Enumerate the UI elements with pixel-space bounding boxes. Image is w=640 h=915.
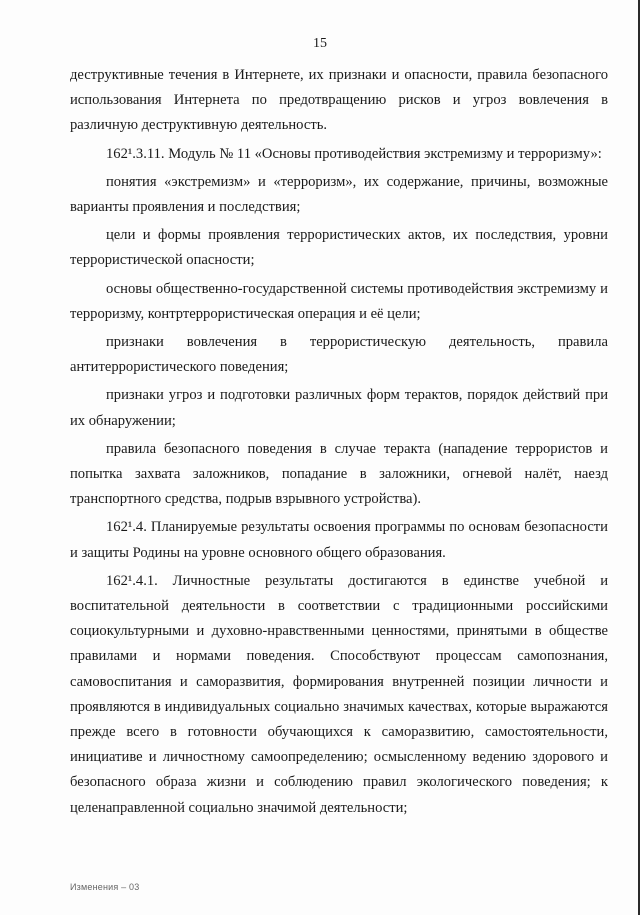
paragraph-1: деструктивные течения в Интернете, их признаки и опасности, правила безопасного использования Интернета по предотвращению рисков и угроз вовлечения в различную деструктивную деятельность. [70, 67, 608, 134]
document-body [70, 63, 608, 821]
paragraph-2: 162¹.3.11. Модуль № 11 «Основы противодействия экстремизму и терроризму»: [106, 145, 602, 162]
paragraph-3: понятия «экстремизм» и «терроризм», их содержание, причины, возможные варианты проявления и последствия; [70, 173, 608, 216]
paragraph-7: признаки угроз и подготовки различных форм терактов, порядок действий при их обнаружении; [70, 387, 608, 429]
paragraph-6: признаки вовлечения в террористическую деятельность, правила антитеррористического поведения; [70, 334, 608, 376]
footer-note: Изменения – 03 [70, 882, 140, 892]
paragraph-4: цели и формы проявления террористических актов, их последствия, уровни террористической опасности; [70, 227, 608, 269]
paragraph-10: 162¹.4.1. Личностные результаты достигаются в единстве учебной и воспитательной деятельности в соответствии с традиционными российскими социокультурными и духовно-нравственными ценностями, принятыми в обществе правилами и нормами поведения. Способствуют процессам самопознания, самовоспитания и саморазвития, формирования внутренней позиции личности и проявляются в индивидуальных социально значимых качествах, которые выражаются прежде всего в готовности обучающихся к саморазвитию, самостоятельности, инициативе и личностному самоопределению; осмысленному ведению здорового и безопасного образа жизни и соблюдению правил экологического поведения; к целенаправленной социально значимой деятельности; [70, 572, 608, 816]
paragraph-8: правила безопасного поведения в случае теракта (нападение террористов и попытка захвата заложников, попадание в заложники, огневой налёт, наезд транспортного средства, подрыв взрывного устройства). [70, 440, 608, 508]
paragraph-5: основы общественно-государственной системы противодействия экстремизму и терроризму, контртеррористическая операция и её цели; [70, 280, 608, 322]
paragraph-9: 162¹.4. Планируемые результаты освоения программы по основам безопасности и защиты Родины на уровне основного общего образования. [70, 519, 608, 561]
page-number: 15 [313, 36, 327, 51]
